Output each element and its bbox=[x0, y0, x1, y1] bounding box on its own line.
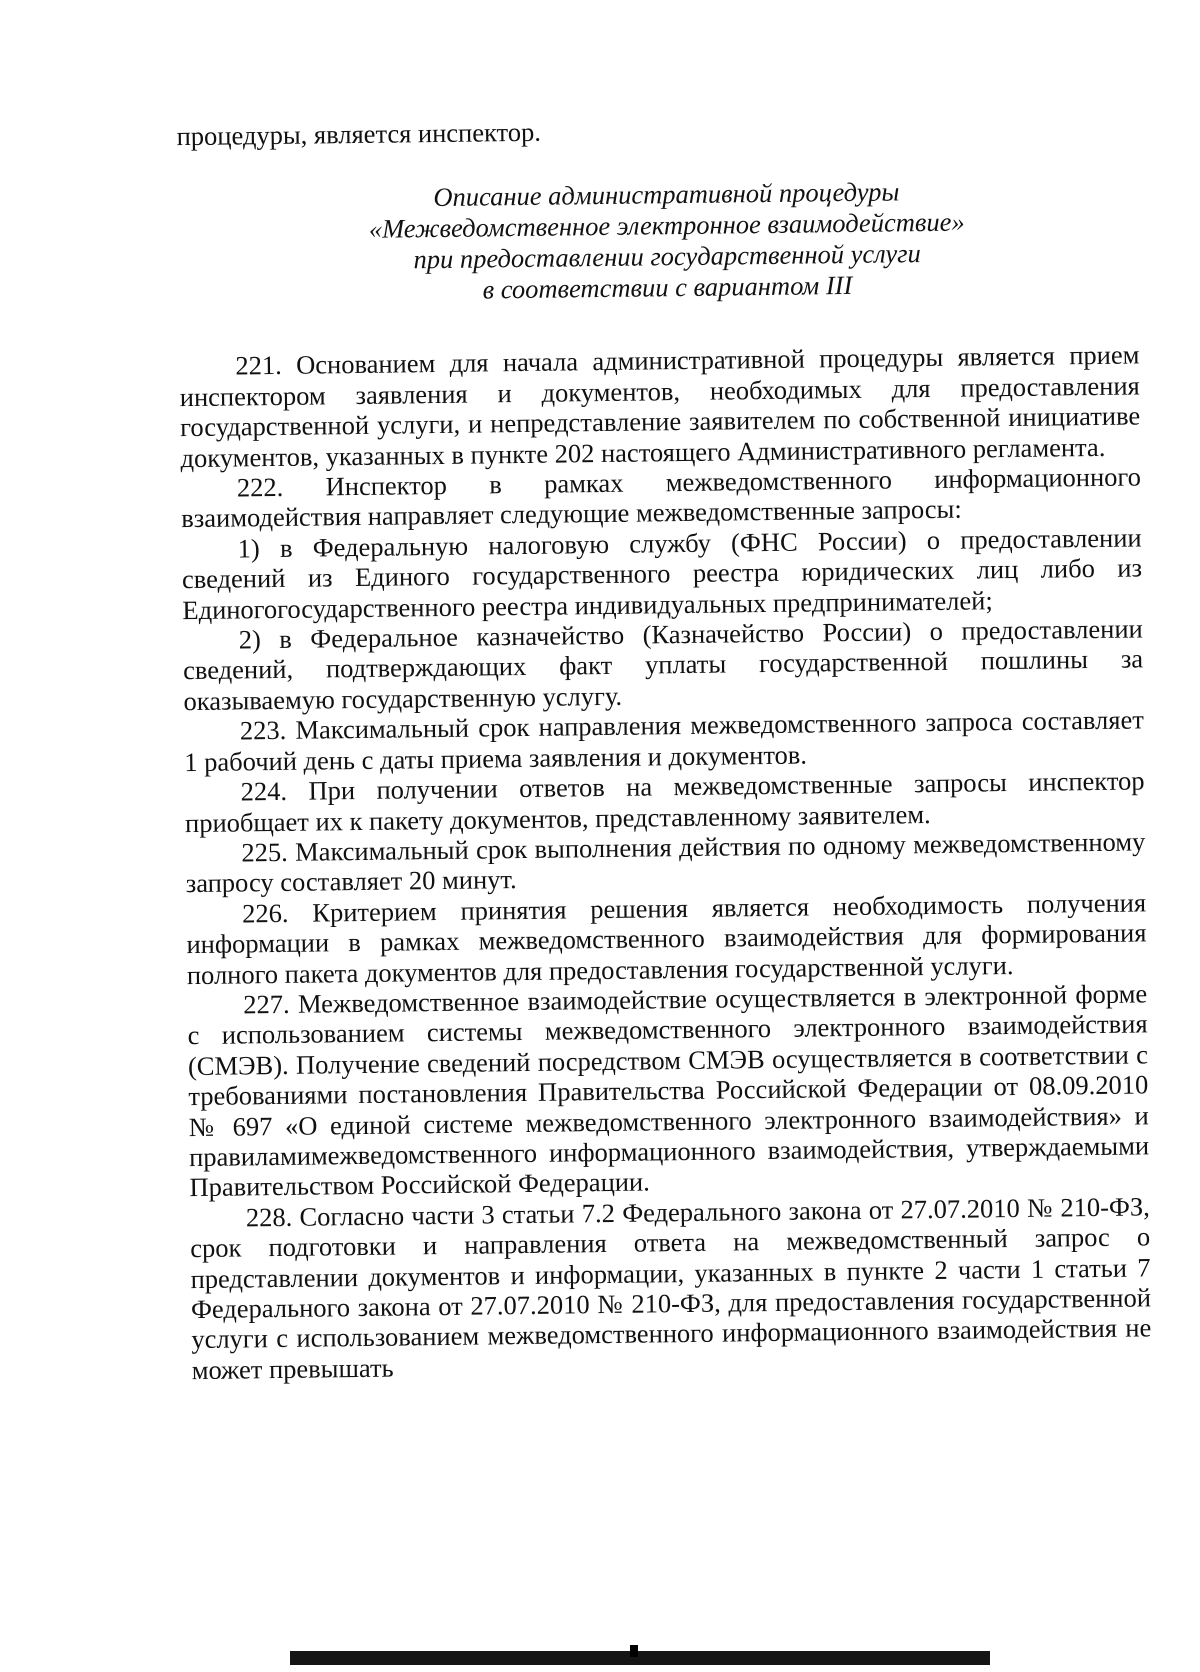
section-heading bbox=[195, 174, 1138, 309]
paragraph-221: 221. Основанием для начала административной процедуры является прием инспектором заявления и документов, необходимых для предоставления государственной услуги, и непредставление заявителем по собственной инициативе документов, указанных в пункте 202 настоящего Административного регламента. bbox=[179, 339, 1141, 473]
paragraph-223: 223. Максимальный срок направления межведомственного запроса составляет 1 рабочий день с даты приема заявления и документов. bbox=[184, 704, 1145, 777]
scan-edge-bottom bbox=[290, 1651, 990, 1665]
paragraph-222: 222. Инспектор в рамках межведомственного информационного взаимодействия направляет следующие межведомственные запросы: bbox=[181, 461, 1142, 534]
paragraph-228: 228. Согласно части 3 статьи 7.2 Федерального закона от 27.07.2010 № 210-ФЗ, срок подготовки и направления ответа на межведомственный запрос о представлении документов и информации, указанных в пункте 2 части 1 статьи 7 Федерального закона от 27.07.2010 № 210-ФЗ, для предоставления государственной услуги с использованием межведомственного информационного взаимодействия не может превышать bbox=[190, 1191, 1152, 1385]
list-item-2: 2) в Федеральное казначейство (Казначейство России) о предоставлении сведений, подтверждающих факт уплаты государственной пошлины за оказываемую государственную услугу. bbox=[182, 613, 1144, 717]
paragraph-226: 226. Критерием принятия решения является необходимость получения информации в рамках межведомственного взаимодействия для формирования полного пакета документов для предоставления государственной услуги. bbox=[186, 887, 1147, 990]
continuation-text: процедуры, является инспектор. bbox=[176, 116, 542, 152]
document-body bbox=[176, 109, 1151, 1385]
heading-line-1: Описание административной процедуры bbox=[433, 176, 900, 213]
paragraph-225: 225. Максимальный срок выполнения действия по одному межведомственному запросу составляет 20 минут. bbox=[185, 826, 1146, 899]
scan-mark bbox=[630, 1645, 638, 1657]
heading-line-3: при предоставлении государственной услуги bbox=[413, 238, 921, 275]
list-item-1: 1) в Федеральную налоговую службу (ФНС России) о предоставлении сведений из Единого государственного реестра юридических лиц либо из Единогогосударственного реестра индивидуальных предпринимателей; bbox=[181, 522, 1143, 625]
paragraph-224: 224. При получении ответов на межведомственные запросы инспектор приобщает их к пакету документов, представленному заявителем. bbox=[184, 765, 1145, 838]
heading-line-2: «Межведомственное электронное взаимодействие» bbox=[368, 206, 965, 245]
heading-line-4: в соответствии с вариантом III bbox=[482, 270, 853, 305]
paragraph-227: 227. Межведомственное взаимодействие осуществляется в электронной форме с использованием системы межведомственного электронного взаимодействия (СМЭВ). Получение сведений посредством СМЭВ осуществляется в соответствии с требованиями постановления Правительства Российской Федерации от 08.09.2010 № 697 «О единой системе межведомственного электронного взаимодействия» и правиламимежведомственного информационного взаимодействия, утверждаемыми Правительством Российской Федерации. bbox=[187, 978, 1150, 1203]
